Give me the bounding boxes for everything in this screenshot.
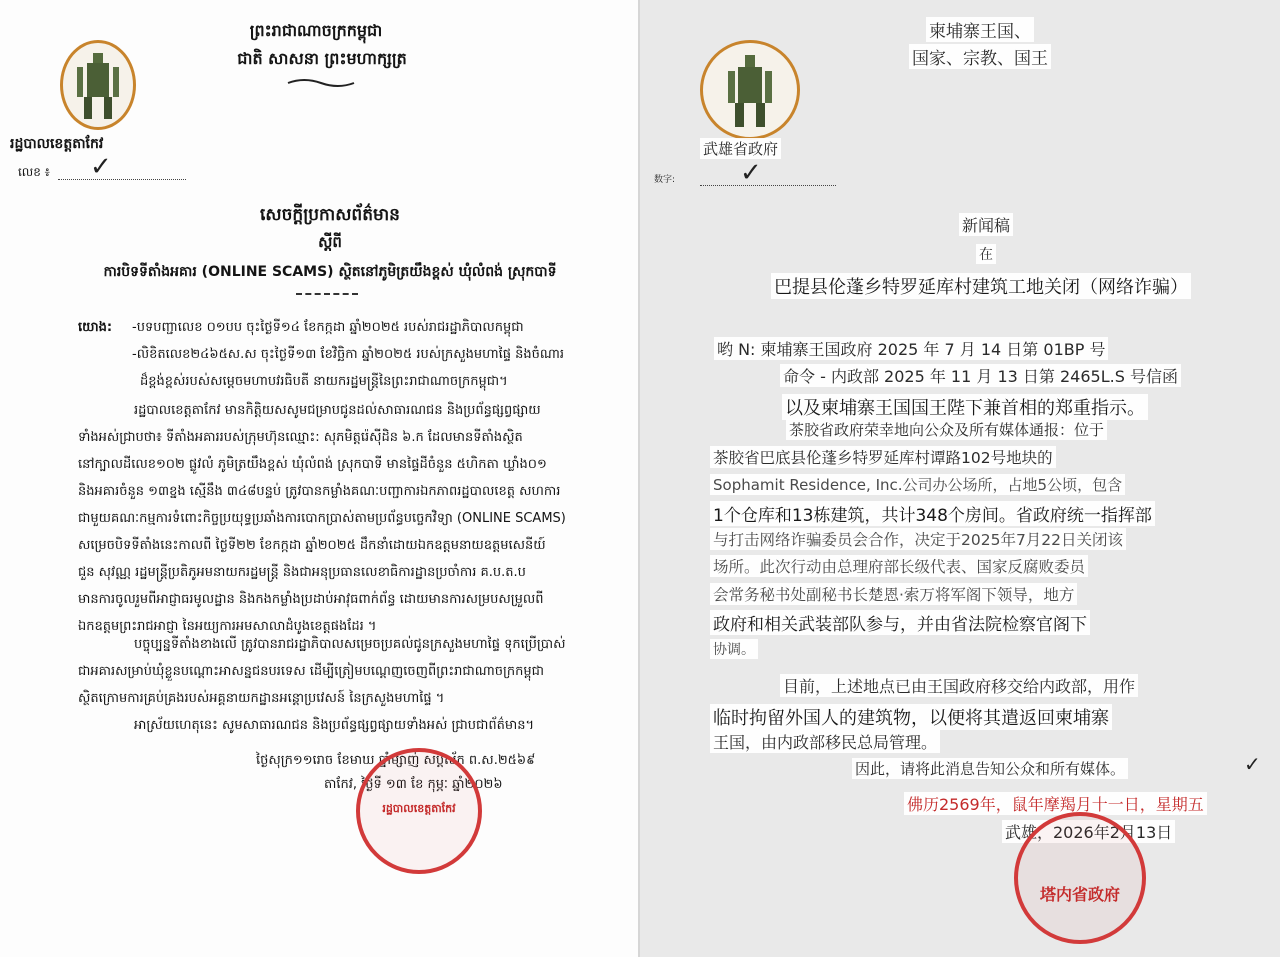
ornament-divider-icon: [286, 76, 356, 90]
body-line-2: ទាំងអស់ជ្រាបថា៖ ទីតាំងអគាររបស់ក្រុមហ៊ុនឈ្មោះ: សុភមិត្តរ៉េស៊ីដិន ៦.ក ដែលមានទីតាំងស្ថិត: [78, 430, 523, 445]
document-title: សេចក្តីប្រកាសព័ត៌មាន: [260, 205, 400, 225]
body-line-9: 协调。: [710, 639, 758, 659]
body2-line-2: 临时拘留外国人的建筑物，以便将其遣返回柬埔寨: [710, 704, 1112, 730]
provincial-emblem-icon: [700, 40, 800, 140]
body-line-4: និងអគារចំនួន ១៣ខ្នង ស្មើនឹង ៣៤៨បន្ទប់ ត្រូវបានកម្លាំងគណៈបញ្ជាការឯកភាពរដ្ឋបាលខេត្ត សហការ: [78, 484, 561, 499]
body2-line-3: 王国，由内政部移民总局管理。: [710, 730, 940, 753]
body-line-3: Sophamit Residence, Inc.公司办公场所，占地5公顷，包含: [710, 474, 1125, 495]
body-line-1: រដ្ឋបាលខេត្តតាកែវ មានកិត្តិយសសូមជម្រាបជូនដល់សាធារណជន និងប្រព័ន្ធផ្សព្វផ្សាយ: [134, 403, 541, 418]
document-headline: 巴提县伦蓬乡特罗延库村建筑工地关闭（网络诈骗）: [771, 273, 1191, 299]
body-line-6: 场所。此次行动由总理府部长级代表、国家反腐败委员: [710, 555, 1088, 577]
body-line-7: ជួន សុវណ្ណ រដ្ឋមន្ត្រីប្រតិភូអមនាយករដ្ឋមន្ត្រី និងជាអនុប្រធានលេខាធិការដ្ឋានប្រចាំការ គ.ប.ត.ប: [78, 565, 526, 580]
body-line-4: 1个仓库和13栋建筑，共计348个房间。省政府统一指挥部: [710, 501, 1155, 526]
kingdom-line-2: ជាតិ សាសនា ព្រះមហាក្សត្រ: [237, 49, 407, 68]
body2-line-3: ស្ថិតក្រោមការគ្រប់គ្រងរបស់អគ្គនាយកដ្ឋានអន្តោប្រវេសន៍ នៃក្រសួងមហាផ្ទៃ ។: [78, 691, 445, 706]
kingdom-line-1: 柬埔寨王国、: [926, 17, 1034, 42]
body-line-5: 与打击网络诈骗委员会合作，决定于2025年7月22日关闭该: [710, 528, 1126, 550]
document-title: 新闻稿: [959, 213, 1013, 236]
closing-line: អាស្រ័យហេតុនេះ សូមសាធារណជន និងប្រព័ន្ធផ្សព្វផ្សាយទាំងអស់ ជ្រាបជាព័ត៌មាន។: [134, 718, 535, 733]
reference-line-3: ដ៏ខ្ពង់ខ្ពស់របស់សម្តេចមហាបវរធិបតី នាយករដ្ឋមន្ត្រីនៃព្រះរាជាណាចក្រកម្ពុជា។: [140, 374, 508, 389]
kingdom-line-1: ព្រះរាជាណាចក្រកម្ពុជា: [249, 21, 383, 40]
number-line: [700, 184, 836, 186]
reference-line-2: 命令 - 内政部 2025 年 11 月 13 日第 2465L.S 号信函: [780, 364, 1181, 387]
checkmark-icon: ✓: [740, 158, 762, 188]
reference-label: យោង:: [78, 320, 113, 335]
reference-line-3: 以及柬埔寨王国国王陛下兼首相的郑重指示。: [782, 394, 1148, 420]
body-line-3: នៅក្បាលដីលេខ១០២ ផ្លូវលំ ភូមិត្រយឹងខ្ពស់ ឃុំលំពង់ ស្រុកបាទី មានផ្ទៃដីចំនួន ៥ហិកតា ឃ្លាំង០១: [78, 457, 547, 472]
body-line-8: មានការចូលរួមពីអាជ្ញាធរមូលដ្ឋាន និងកងកម្លាំងប្រដាប់អាវុធពាក់ព័ន្ធ ដោយមានការសម្របសម្រួលពី: [78, 592, 544, 607]
checkmark-icon: ✓: [90, 152, 112, 182]
body-line-9: ឯកឧត្តមព្រះរាជអាជ្ញា នៃអយ្យការអមសាលាដំបូងខេត្តផងដែរ ។: [78, 619, 377, 634]
number-label: 数字:: [654, 175, 676, 185]
document-headline: ការបិទទីតាំងអគារ (ONLINE SCAMS) ស្ថិតនៅភូមិត្រយឹងខ្ពស់ ឃុំលំពង់ ស្រុកបាទី: [103, 264, 557, 280]
provincial-emblem-icon: [60, 40, 136, 130]
stamp-text: 塔内省政府: [1039, 885, 1121, 904]
reference-line-2: -លិខិតលេខ២៤៦៥ស.ស ចុះថ្ងៃទី១៣ ខែវិច្ឆិកា ឆ្នាំ២០២៥ របស់ក្រសួងមហាផ្ទៃ និងចំណារ: [132, 347, 564, 362]
closing-line: 因此，请将此消息告知公众和所有媒体。: [852, 758, 1128, 779]
date-lunar: ថ្ងៃសុក្រ១១រោច ខែមាឃ ឆ្នាំម្សាញ់ សប្តស័ក ព.ស.២៥៦៩: [256, 753, 536, 768]
body-line-7: 会常务秘书处副秘书长楚恩·索万将军阁下领导，地方: [710, 583, 1077, 605]
body-line-2: 茶胶省巴底县伦蓬乡特罗延库村谭路102号地块的: [710, 446, 1056, 468]
initial-mark-icon: ✓: [1244, 752, 1261, 776]
kingdom-line-2: 国家、宗教、国王: [909, 44, 1051, 69]
reference-line-1: 哟 N: 柬埔寨王国政府 2025 年 7 月 14 日第 01BP 号: [714, 337, 1108, 360]
khmer-document: [0, 0, 638, 957]
body-line-5: ជាមួយគណៈកម្មការទំពោះកិច្ចប្រយុទ្ធប្រឆាំងការបោកប្រាស់តាមប្រព័ន្ធបច្ចេកវិទ្យា (ONLINE SCAMS): [78, 511, 566, 526]
body-line-8: 政府和相关武装部队参与，并由省法院检察官阁下: [710, 610, 1090, 635]
body2-line-1: បច្ចុប្បន្នទីតាំងខាងលើ ត្រូវបានរាជរដ្ឋាភិបាលសម្រេចប្រគល់ជូនក្រសួងមហាផ្ទៃ ទុកប្រើប្រាស់: [134, 637, 566, 652]
official-stamp: [1014, 812, 1146, 944]
reference-line-1: -បទបញ្ជាលេខ ០១បប ចុះថ្ងៃទី១៤ ខែកក្កដា ឆ្នាំ២០២៥ របស់រាជរដ្ឋាភិបាលកម្ពុជា: [132, 320, 524, 335]
body2-line-1: 目前，上述地点已由王国政府移交给内政部，用作: [780, 674, 1138, 697]
official-stamp: [356, 748, 482, 874]
admin-name: រដ្ឋបាលខេត្តតាកែវ: [10, 136, 104, 152]
date-solar: 武雄，2026年2月13日: [1002, 820, 1175, 843]
date-solar: តាកែវ, ថ្ងៃទី ១៣ ខែ កុម្ភៈ ឆ្នាំ២០២៦: [324, 777, 503, 792]
date-lunar: 佛历2569年，鼠年摩羯月十一日，星期五: [904, 792, 1207, 815]
number-label: លេខ ៖: [18, 165, 50, 179]
chinese-translation-document: [640, 0, 1280, 957]
body2-line-2: ជាអគារសម្រាប់ឃុំខ្លួនបណ្តោះអាសន្នជនបរទេស ដើម្បីត្រៀមបណ្តេញចេញពីព្រះរាជាណាចក្រកម្ពុជា: [78, 664, 544, 679]
document-subtitle: 在: [976, 244, 996, 264]
stamp-text: រដ្ឋបាលខេត្តតាកែវ: [382, 802, 456, 815]
admin-name: 武雄省政府: [700, 138, 781, 159]
document-subtitle: ស្តីពី: [318, 233, 342, 251]
number-line: [58, 178, 186, 180]
body-line-6: សម្រេចបិទទីតាំងនេះកាលពី ថ្ងៃទី២២ ខែកក្កដា ឆ្នាំ២០២៥ ដឹកនាំដោយឯកឧត្តមនាយឧត្តមសេនីយ៍: [78, 538, 546, 553]
headline-underline: [296, 292, 358, 295]
body-line-1: 茶胶省政府荣幸地向公众及所有媒体通报：位于: [786, 419, 1107, 440]
